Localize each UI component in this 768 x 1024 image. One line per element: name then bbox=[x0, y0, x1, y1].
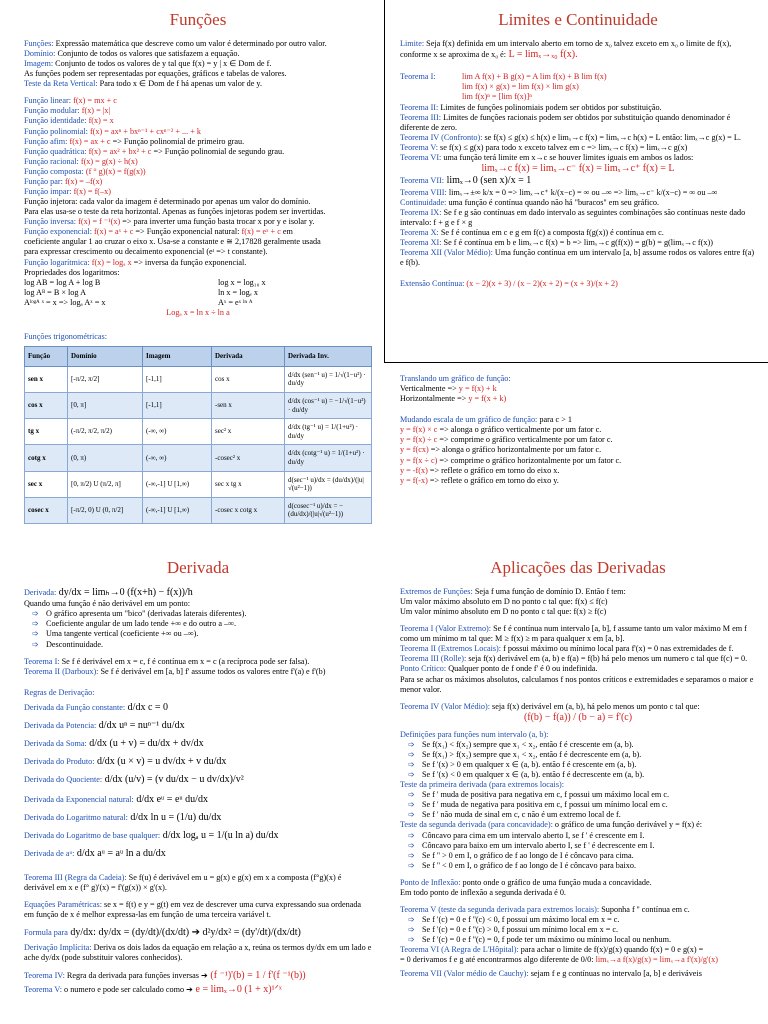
section-title-aplicacoes: Aplicações das Derivadas bbox=[490, 558, 666, 577]
list-item: ➩ Se f '(c) = 0 e f ''(c) = 0, f pode ter um máximo ou mínimo local ou nenhum. bbox=[408, 935, 671, 945]
ponto-critico-text: Para se achar os máximos absolutos, calculamos f nos pontos críticos e extremidades e separamos o maior e menor valor. bbox=[400, 674, 754, 694]
function-type: Função inversa: f(x) = f ⁻¹(x) => para inverter uma função basta trocar x por y e isolar y. bbox=[24, 217, 315, 227]
formula-param: Formula para dy/dx: dy/dx = (dy/dt)/(dx/dt) ➔ d²y/dx² = (dy'/dt)/(dx/dt) bbox=[24, 927, 301, 939]
regra: Derivada da Exponencial natural: d/dx eᵘ = eᵘ du/dx bbox=[24, 793, 208, 805]
arrow-icon: ➩ bbox=[32, 609, 39, 619]
section-funcoes bbox=[0, 0, 384, 548]
teorema: Teorema I (Valor Extremo): Se f é contínua num intervalo [a, b], f assume tanto um valor máximo M em f como um mínimo m tal que: M ≥ f(x) ≥ m para qualquer x em [a, b]. bbox=[400, 624, 747, 644]
escala-line: y = f(x) ÷ c => comprime o gráfico verticalmente por um fator c. bbox=[400, 435, 613, 445]
regra: Derivada da Potencia: d/dx uⁿ = nuⁿ⁻¹ du/dx bbox=[24, 719, 185, 731]
transl-line: Horizontalmente => y = f(x + k) bbox=[400, 394, 507, 404]
arrow-icon: ➩ bbox=[408, 850, 415, 860]
extremos-line: Um valor mínimo absoluto em D no ponto c tal que: f(x) ≥ f(c) bbox=[400, 607, 607, 617]
arrow-icon: ➩ bbox=[408, 840, 415, 850]
injetora-text-2: Para elas usa-se o teste da reta horizontal. Apenas as funções injetoras podem ser invertidas. bbox=[24, 207, 326, 217]
parametricas: Equações Paramétricas: se x = f(t) e y = g(t) em vez de descrever uma curva expressando sua ordenada em função de x é melhor expressa-las em função de uma terceira variável t. bbox=[24, 899, 362, 920]
teorema-vi-formula: limₓ→c f(x) = limₓ→c⁻ f(x) = limₓ→c⁺ f(x) = L bbox=[481, 162, 675, 174]
log-base-change: Logₐ x = ln x ÷ ln a bbox=[166, 307, 230, 317]
exp-text: para expressar crescimento ou decaimento exponencial (eᵗ => t constante). bbox=[24, 247, 268, 257]
transl-line: Verticalmente => y = f(x) + k bbox=[400, 384, 497, 394]
escala-line: y = f(cx) => alonga o gráfico horizontalmente por um fator c. bbox=[400, 445, 602, 455]
escala-line: y = -f(x) => reflete o gráfico em torno do eixo x. bbox=[400, 465, 560, 475]
teorema-viii: Teorema VIII: limₓ→±∞ k/x = 0 => limₓ→c⁺ k/(x−c) = ∞ ou –∞ => limₓ→c⁻ k/(x−c) = ∞ ou –∞ bbox=[400, 187, 718, 197]
trig-table-header: Função Domínio Imagem Derivada Derivada Inv. bbox=[25, 347, 372, 367]
log-props: log AB = log A + log B log Aᴮ = B × log A Aˡᵒᵍᴬ ˣ = x => logₐ Aˣ = x log x = log₁₀ x ln x = logₑ x Aˣ = eˣ ˡⁿ ᴬ bbox=[24, 277, 266, 307]
intro-line: Imagem: Conjunto de todos os valores de y tal que f(x) = y | x ∈ Dom de f. bbox=[24, 59, 272, 69]
list-item: ➩ Descontinuidade. bbox=[32, 639, 104, 649]
trig-table bbox=[24, 346, 372, 524]
teorema: Teorema V (teste da segunda derivada para extremos locais): Suponha f '' contínua em c. bbox=[400, 905, 690, 915]
arrow-icon: ➩ bbox=[32, 619, 39, 629]
list-item: ➩ Se f ' muda de negativa para positiva em c, f possui um mínimo local em c. bbox=[408, 800, 668, 810]
function-type: Função afim: f(x) = ax + c => Função polinomial de primeiro grau. bbox=[24, 136, 245, 146]
teorema: Teorema VI (A Regra de L'Hôpital): para achar o limite de f(x)/g(x) quando f(x) = 0 e g(x) = bbox=[400, 945, 704, 955]
teorema-vii: Teorema VII: limₓ→0 (sen x)/x = 1 bbox=[400, 175, 532, 187]
ponto-critico: Ponto Crítico: Qualquer ponto de f onde f' é 0 ou indefinida. bbox=[400, 664, 598, 674]
list-item: ➩ Se f '(x) < 0 em qualquer x ∈ (a, b). então f é decrescente em (a, b). bbox=[408, 770, 645, 780]
list-item: ➩ Coeficiente angular de um lado tende +∞ e do outro a –∞. bbox=[32, 619, 236, 629]
teorema: Teorema V: o numero e pode ser calculado como ➔ e = limₓ→0 (1 + x)¹ᐟˣ bbox=[24, 984, 282, 996]
section-title-limites: Limites e Continuidade bbox=[498, 10, 658, 29]
teorema: Teorema I: Se f é derivável em x = c, f é contínua em x = c (a recíproca pode ser falsa). bbox=[24, 656, 310, 666]
valor-medio-formula: (f(b) − f(a)) / (b − a) = f'(c) bbox=[523, 711, 633, 723]
extremos-line: Um valor máximo absoluto em D no ponto c tal que: f(x) ≤ f(c) bbox=[400, 596, 608, 606]
list-item: ➩ Se f(x₁) > f(x₂) sempre que x₁ < x₂, então f é decrescente em (a, b). bbox=[408, 749, 642, 759]
inflexao-text: Em todo ponto de inflexão a segunda derivada é 0. bbox=[400, 887, 566, 897]
arrow-icon: ➩ bbox=[408, 935, 415, 945]
regra: Derivada do Produto: d/dx (u × v) = u dv/dx + v du/dx bbox=[24, 755, 227, 767]
function-type: Função par: f(x) = –f(x) bbox=[24, 176, 103, 186]
limite-def: Limite: Seja f(x) definida em um intervalo aberto em torno de x₀ talvez exceto em x₀ o limite de f(x), conforme x se aproxima de x₀ é: L = limₓ→ₓ₀ f(x). bbox=[400, 38, 732, 60]
list-item: ➩ O gráfico apresenta um "bico" (derivadas laterais diferentes). bbox=[32, 609, 247, 619]
function-type: Função modular: f(x) = |x| bbox=[24, 106, 111, 116]
function-type: Função composta: (f ° g)(x) = f(g(x)) bbox=[24, 166, 146, 176]
regras-title: Regras de Derivação: bbox=[24, 687, 95, 697]
arrow-icon: ➩ bbox=[408, 830, 415, 840]
regra: Derivada do Logaritmo de base qualquer: d/dx logₐ u = 1/(u ln a) du/dx bbox=[24, 829, 279, 841]
arrow-icon: ➩ bbox=[408, 739, 415, 749]
arrow-icon: ➩ bbox=[408, 749, 415, 759]
function-type: Função identidade: f(x) = x bbox=[24, 116, 114, 126]
section-title-funcoes: Funções bbox=[169, 10, 227, 29]
intro-line: As funções podem ser representadas por equações, gráficos e tabelas de valores. bbox=[24, 69, 287, 79]
arrow-icon: ➩ bbox=[408, 915, 415, 925]
escala-title: Mudando escala de um gráfico de função: para c > 1 bbox=[400, 415, 572, 425]
section-translacao bbox=[384, 362, 768, 548]
list-item: ➩ Se f '' < 0 em I, o gráfico de f ao longo de I é côncavo para baixo. bbox=[408, 860, 636, 870]
function-type: Função polinomial: f(x) = axⁿ + bxⁿ⁻¹ + cxⁿ⁻² + ... + k bbox=[24, 126, 201, 136]
teorema: Teorema VI: uma função terá limite em x→c se houver limites iguais em ambos os lados: bbox=[400, 152, 694, 162]
regra: Derivada do Logaritmo natural: d/dx ln u = (1/u) du/dx bbox=[24, 811, 222, 823]
teorema: Teorema III: Limites de funções racionais podem ser obtidos por substituição quando denominador é diferente de zero. bbox=[400, 112, 731, 132]
list-item: ➩ Uma tangente vertical (coeficiente +∞ ou –∞). bbox=[32, 629, 199, 639]
nao-derivavel-title: Quando uma função é não derivável em um ponto: bbox=[24, 599, 190, 609]
function-type: Função logarítmica: f(x) = logₐ x => inversa da função exponencial. bbox=[24, 257, 247, 267]
list-item: ➩ Se f '(c) = 0 e f ''(c) < 0, f possui um máximo local em x = c. bbox=[408, 915, 620, 925]
teorema: Teorema XI: Se f é contínua em b e limₓ→c f(x) = b => limₓ→c g(f(x)) = g(b) = g(limₓ→c f(x)) bbox=[400, 237, 713, 247]
table-row: cosec x [-π/2, 0) U (0, π/2] (-∞,-1] U [1,∞) -cosec x cotg x d(cosec⁻¹ u)/dx = −(du/dx)/(|u|√(u²−1)) bbox=[25, 497, 372, 523]
definicoes-title: Definições para funções num intervalo (a, b): bbox=[400, 729, 549, 739]
escala-line: y = f(-x) => reflete o gráfico em torno do eixo y. bbox=[400, 475, 559, 485]
exp-text: coeficiente angular 1 ao cruzar o eixo x. Usa-se a constante e ≅ 2,17828 geralmente usada bbox=[24, 237, 321, 247]
teorema: Teorema VII (Valor médio de Cauchy): sejam f e g contínuas no intervalo [a, b] e deriváveis bbox=[400, 969, 702, 979]
list-item: ➩ Se f '(c) = 0 e f ''(c) > 0, f possui um mínimo local em x = c. bbox=[408, 925, 619, 935]
function-type: Função linear: f(x) = mx + c bbox=[24, 96, 117, 106]
arrow-icon: ➩ bbox=[408, 770, 415, 780]
teorema: Teorema II (Extremos Locais): f possui máximo ou mínimo local para f'(x) = 0 nas extremidades de f. bbox=[400, 644, 734, 654]
table-row: cotg x (0, π) (-∞, ∞) -cosec² x d/dx (cotg⁻¹ u) = 1/(1+u²) · du/dy bbox=[25, 445, 372, 471]
section-aplicacoes bbox=[384, 548, 768, 1024]
function-type: Função quadrática: f(x) = ax² + bx² + c => Função polinomial de segundo grau. bbox=[24, 146, 285, 156]
teorema: Teorema III (Regra da Cadeia): Se f(u) é derivável em u = g(x) e g(x) em x a composta (f°g)(x) é derivável em x e (f° g)'(x) = f'(g(x)) × g'(x). bbox=[24, 872, 342, 892]
intro-line: Funções: Expressão matemática que descreve como um valor é determinado por outro valor. bbox=[24, 38, 327, 48]
derivacao-implicita: Derivação Implícita: Deriva os dois lados da equação em relação a x, reúna os termos dy/dx em um lado e ache dy/dx (pode substituir valores conhecidos). bbox=[24, 943, 372, 963]
arrow-icon: ➩ bbox=[408, 810, 415, 820]
teorema: Teorema IV: Regra da derivada para funções inversas ➔ (f ⁻¹)'(b) = 1 / f'(f ⁻¹(b)) bbox=[24, 970, 306, 982]
function-type: Função exponencial: f(x) = aˣ + c => Função exponencial natural: f(x) = eˣ + c em bbox=[24, 227, 293, 237]
arrow-icon: ➩ bbox=[408, 925, 415, 935]
section-limites bbox=[384, 0, 768, 362]
teorema: Continuidade: uma função é contínua quando não há "buracos" em seu gráfico. bbox=[400, 197, 660, 207]
teorema: Teorema III (Rolle): seja f(x) derivável em (a, b) e f(a) = f(b) há pelo menos um numero c tal que f(c) = 0. bbox=[400, 654, 748, 664]
trig-title: Funções trigonométricas: bbox=[24, 332, 107, 342]
teorema: Teorema IV (Confronto): se f(x) ≤ g(x) ≤ h(x) e limₓ→c f(x) = limₓ→c h(x) = L então: limₓ→c g(x) = L. bbox=[400, 132, 741, 142]
list-item: ➩ Se f(x₁) < f(x₂) sempre que x₁ < x₂, então f é crescente em (a, b). bbox=[408, 739, 634, 749]
regra: Derivada da Função constante: d/dx c = 0 bbox=[24, 701, 169, 713]
derivada-def: Derivada: dy/dx = limₕ→0 (f(x+h) − f(x))/h bbox=[24, 586, 193, 598]
lhopital-line: = 0 derivamos f e g até encontrarmos algo diferente de 0/0: limₓ→a f(x)/g(x) = limₓ→a f'(x)/g'(x) bbox=[400, 955, 718, 965]
list-item: ➩ Se f ' muda de positiva para negativa em c, f possui um máximo local em c. bbox=[408, 790, 670, 800]
arrow-icon: ➩ bbox=[408, 790, 415, 800]
list-item: ➩ Se f '(x) > 0 em qualquer x ∈ (a, b). então f é crescente em (a, b). bbox=[408, 760, 637, 769]
arrow-icon: ➩ bbox=[32, 629, 39, 639]
injetora-text: Função injetora: cada valor da imagem é determinado por apenas um valor do domínio. bbox=[24, 197, 311, 207]
log-props-title: Propriedades dos logaritmos: bbox=[24, 267, 120, 277]
intro-line: Teste da Reta Vertical: Para todo x ∈ Dom de f há apenas um valor de y. bbox=[24, 79, 263, 89]
escala-line: y = f(x) × c => alonga o gráfico verticalmente por um fator c. bbox=[400, 425, 602, 435]
table-row: tg x (-π/2, π/2, π/2) (-∞, ∞) sec² x d/dx (tg⁻¹ u) = 1/(1+u²) · du/dy bbox=[25, 419, 372, 445]
regra: Derivada da Soma: d/dx (u + v) = du/dx + dv/dx bbox=[24, 737, 204, 749]
table-row: sen x [-π/2, π/2] [-1,1] cos x d/dx (sen⁻¹ u) = 1/√(1−u²) · du/dy bbox=[25, 366, 372, 392]
teorema: Teorema IV (Valor Médio): seja f(x) derivável em (a, b), há pelo menos um ponto c tal que: bbox=[400, 701, 700, 711]
regra: Derivada do Quociente: d/dx (u/v) = (v du/dx − u dv/dx)/v² bbox=[24, 773, 244, 785]
section-title-derivada: Derivada bbox=[166, 558, 230, 577]
teorema: Teorema XII (Valor Médio): Uma função contínua em um intervalo [a, b] assume rodos os valores entre f(a) e f(b). bbox=[400, 248, 755, 268]
function-type: Função impar: f(x) = f(–x) bbox=[24, 187, 111, 196]
inflexao: Ponto de Inflexão: ponto onde o gráfico de uma função muda a concavidade. bbox=[400, 877, 652, 887]
extensao-continua: Extensão Contínua: (x − 2)(x + 3) / (x − 2)(x + 2) = (x + 3)/(x + 2) bbox=[400, 279, 618, 289]
table-row: sec x [0, π/2) U (π/2, π] (-∞,-1] U [1,∞) sec x tg x d(sec⁻¹ u)/dx = (du/dx)/(|u|√(u²−1)) bbox=[25, 471, 372, 497]
regra: Derivada de aᵘ: d/dx aᵘ = aᵘ ln a du/dx bbox=[24, 847, 166, 859]
list-item: ➩ Côncavo para cima em um intervalo aberto I, se f ' é crescente em I. bbox=[408, 830, 645, 840]
arrow-icon: ➩ bbox=[408, 860, 415, 870]
extremos-def: Extremos de Funções: Seja f uma função de domínio D. Então f tem: bbox=[400, 586, 626, 596]
teorema: Teorema II: Limites de funções polinomiais podem ser obtidos por substituição. bbox=[400, 102, 662, 112]
list-item: ➩ Se f '' > 0 em I, o gráfico de f ao longo de I é côncavo para cima. bbox=[408, 850, 634, 860]
section-derivada bbox=[0, 548, 384, 1024]
primeira-derivada-title: Teste da primeira derivada (para extremos locais): bbox=[400, 780, 565, 790]
function-type: Função racional: f(x) = g(x) ÷ h(x) bbox=[24, 156, 138, 166]
arrow-icon: ➩ bbox=[408, 800, 415, 810]
escala-line: y = f(x ÷ c) => comprime o gráfico horizontalmente por um fator c. bbox=[400, 455, 622, 465]
intro-line: Domínio: Conjunto de todos os valores que satisfazem a equação. bbox=[24, 48, 240, 58]
list-item: ➩ Se f ' não muda de sinal em c, c não é um extremo local de f. bbox=[408, 810, 621, 820]
teorema: Teorema IX: Se f e g são contínuas em dado intervalo as seguintes combinações são contínuas neste dado intervalo: f + g e f × g bbox=[400, 207, 746, 227]
teorema: Teorema X: Se f é contínua em c e g em f(c) a composta f(g(x)) é contínua em c. bbox=[400, 227, 664, 237]
arrow-icon: ➩ bbox=[32, 639, 39, 649]
teorema: Teorema II (Darboux): Se f é derivável em [a, b] f' assume todos os valores entre f'(a) e f'(b) bbox=[24, 666, 326, 676]
teorema-i: Teorema I: lim A f(x) + B g(x) = A lim f(x) + B lim f(x) lim f(x) × g(x) = lim f(x) × lim g(x) lim f(x)ⁿ = [lim f(x)]ⁿ bbox=[400, 72, 607, 102]
list-item: ➩ Côncavo para baixo em um intervalo aberto I, se f ' é decrescente em I. bbox=[408, 840, 655, 850]
teorema: Teorema V: se f(x) ≤ g(x) para todo x exceto talvez em c => limₓ→c f(x) = limₓ→c g(x) bbox=[400, 142, 688, 152]
table-row: cos x [0, π] [-1,1] -sen x d/dx (cos⁻¹ u) = −1/√(1−u²) · du/dy bbox=[25, 392, 372, 418]
transl-title: Translando um gráfico de função: bbox=[400, 374, 511, 383]
arrow-icon: ➩ bbox=[408, 760, 415, 769]
segunda-derivada-title: Teste da segunda derivada (para concavidade): o gráfico de uma função derivável y = f(x) é: bbox=[400, 820, 703, 830]
